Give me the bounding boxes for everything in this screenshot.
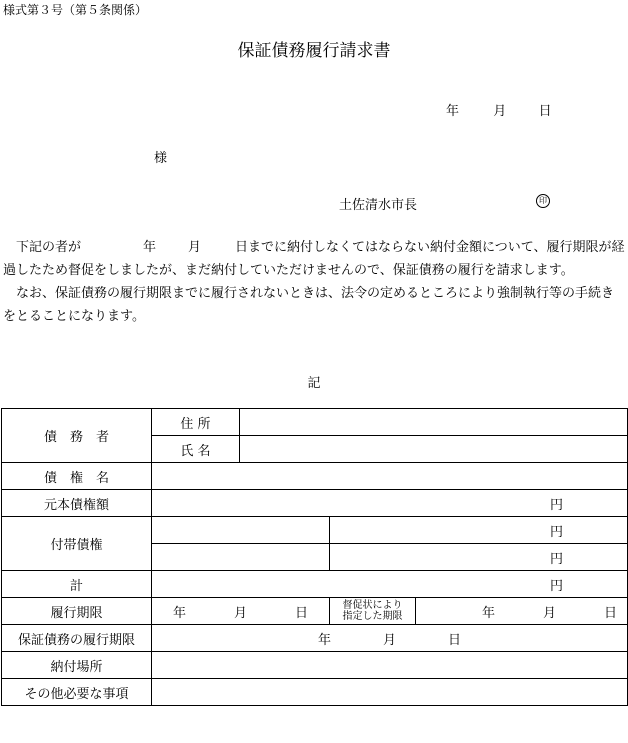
- paragraph-2: [3, 282, 626, 328]
- name-label: 氏 名: [152, 436, 240, 463]
- para1-lead: 下記の者が: [16, 240, 82, 255]
- due-date[interactable]: [152, 598, 330, 625]
- due-month: 月: [233, 605, 247, 621]
- payment-place-field[interactable]: [152, 652, 628, 679]
- table-row: [2, 652, 628, 679]
- header-date-month: 月: [493, 104, 507, 119]
- addressee-suffix: 様: [154, 151, 168, 166]
- table-row: [2, 571, 628, 598]
- issuer-name: 土佐清水市長: [339, 198, 418, 213]
- para1-year: 年: [143, 240, 157, 255]
- claim-name-field[interactable]: [152, 463, 628, 490]
- request-body: [3, 236, 626, 328]
- other-field[interactable]: [152, 679, 628, 706]
- para1-month: 月: [188, 240, 202, 255]
- table-row: [2, 679, 628, 706]
- accessory-label: 付帯債権: [2, 517, 152, 571]
- header-date: [446, 100, 552, 119]
- debtor-label: 債 務 者: [2, 409, 152, 463]
- form-number: 様式第３号（第５条関係）: [3, 3, 148, 17]
- name-field[interactable]: [240, 436, 628, 463]
- demand-due-year: 年: [481, 605, 495, 621]
- demand-due-month: 月: [543, 605, 557, 621]
- claim-name-label: 債 権 名: [2, 463, 152, 490]
- table-row: [2, 463, 628, 490]
- total-amount[interactable]: 円: [152, 571, 628, 598]
- payment-place-label: 納付場所: [2, 652, 152, 679]
- para2-text: なお、保証債務の履行期限までに履行されないときは、法令の定めるところにより強制執行等の手続きをとることになります。: [3, 286, 615, 324]
- request-table: [1, 408, 628, 706]
- header-date-day: 日: [538, 104, 552, 119]
- due-label: 履行期限: [2, 598, 152, 625]
- guarantee-due-day: 日: [448, 632, 462, 648]
- seal-mark: 印: [536, 194, 550, 208]
- document-title: 保証債務履行請求書: [237, 41, 391, 61]
- accessory-name-2[interactable]: [152, 544, 330, 571]
- paragraph-1: [3, 236, 626, 282]
- accessory-name-1[interactable]: [152, 517, 330, 544]
- guarantee-due-month: 月: [383, 632, 397, 648]
- demand-due-line2: 指定した期限: [342, 611, 403, 622]
- guarantee-due-date[interactable]: [152, 625, 628, 652]
- table-row: [2, 490, 628, 517]
- demand-due-day: 日: [604, 605, 618, 621]
- demand-due-line1: 督促状により: [342, 600, 403, 611]
- due-year: 年: [172, 605, 186, 621]
- ki-heading: 記: [307, 376, 321, 391]
- demand-due-date[interactable]: [416, 598, 628, 625]
- guarantee-due-label: 保証債務の履行期限: [2, 625, 152, 652]
- accessory-amount-2[interactable]: 円: [330, 544, 628, 571]
- table-row: [2, 625, 628, 652]
- table-row: [2, 598, 628, 625]
- accessory-amount-1[interactable]: 円: [330, 517, 628, 544]
- para1-rest: 日までに納付しなくてはならない納付金額について、履行期限が経過したため督促をしましたが、まだ納付していただけませんので、保証債務の履行を請求します。: [3, 240, 625, 278]
- total-label: 計: [2, 571, 152, 598]
- header-date-year: 年: [446, 104, 460, 119]
- principal-amount[interactable]: 円: [152, 490, 628, 517]
- due-day: 日: [295, 605, 309, 621]
- address-field[interactable]: [240, 409, 628, 436]
- demand-due-label: [330, 598, 416, 625]
- table-row: [2, 409, 628, 436]
- principal-label: 元本債権額: [2, 490, 152, 517]
- guarantee-due-year: 年: [317, 632, 331, 648]
- other-label: その他必要な事項: [2, 679, 152, 706]
- table-row: [2, 517, 628, 544]
- address-label: 住 所: [152, 409, 240, 436]
